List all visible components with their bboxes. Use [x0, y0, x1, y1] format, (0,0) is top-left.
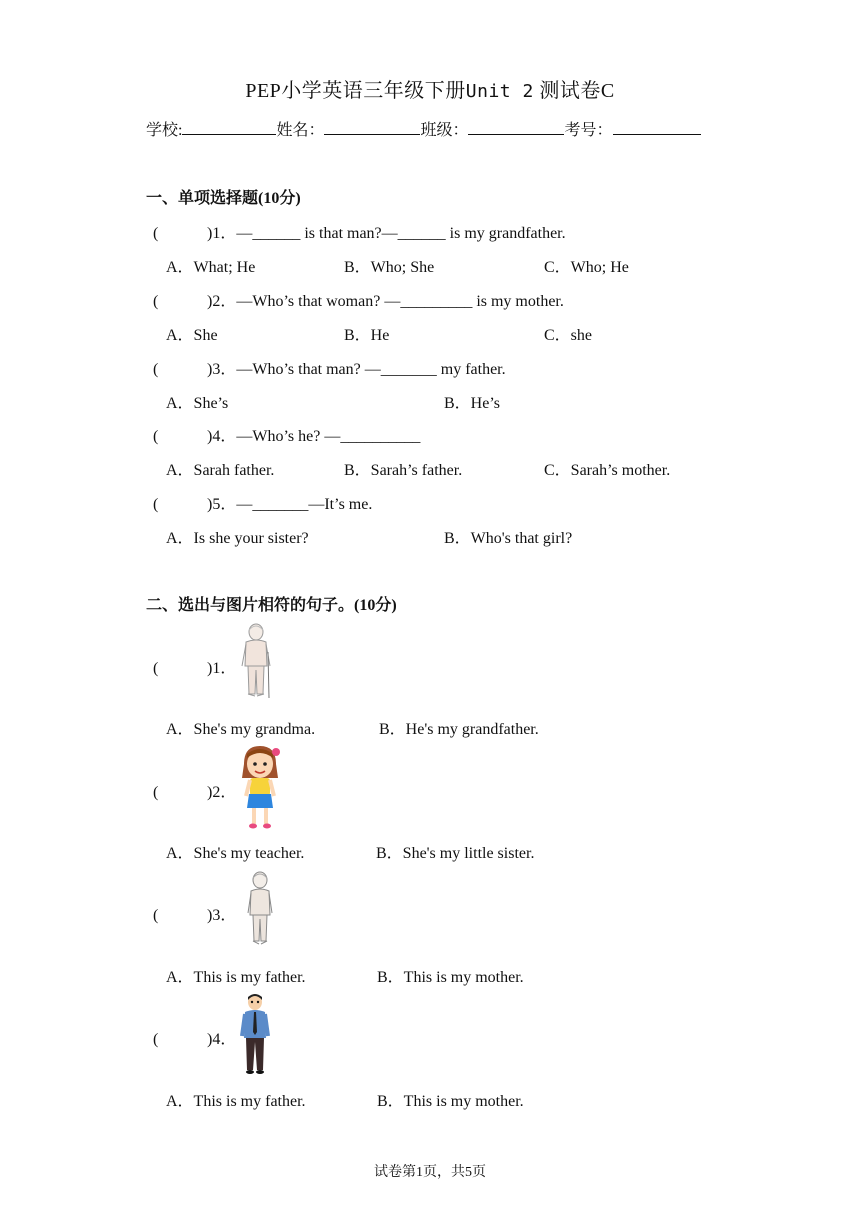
question-number: 1． [212, 660, 237, 677]
question-number: 3． [212, 361, 237, 378]
paren-open: ( [153, 361, 159, 378]
s2-q4-option-a: A．This is my father. [166, 1093, 306, 1110]
s2-question-3 [153, 902, 236, 925]
paren-open: ( [153, 907, 159, 924]
question-number: 3． [212, 907, 237, 924]
s1-q3-option-a: A．She’s [166, 395, 229, 412]
question-number: 4． [212, 1031, 237, 1048]
paren-close: ) [207, 496, 213, 513]
paren-open: ( [153, 428, 159, 445]
question-number: 2． [212, 293, 237, 310]
paren-open: ( [153, 293, 159, 310]
s1-q2-option-a: A．She [166, 327, 218, 344]
s1-q1-option-b: B．Who; She [344, 259, 435, 276]
paren-close: ) [207, 293, 213, 310]
s1-question-5 [153, 491, 372, 514]
s2-question-4 [153, 1026, 236, 1049]
s2-question-2 [153, 779, 236, 802]
name-label: 姓名： [276, 122, 325, 139]
question-text: —______ is that man?—______ is my grandfather. [236, 225, 566, 242]
class-label: 班级： [420, 122, 469, 139]
page-title [0, 74, 860, 103]
paren-open: ( [153, 660, 159, 677]
s2-q3-option-a: A．This is my father. [166, 969, 306, 986]
school-blank [182, 119, 276, 135]
title-prefix: PEP小学英语三年级下册 [245, 80, 466, 102]
old-man-figure [244, 869, 276, 949]
paren-open: ( [153, 1031, 159, 1048]
s1-q4-option-c: C．Sarah’s mother. [544, 462, 671, 479]
s1-q2-option-b: B．He [344, 327, 390, 344]
paren-close: ) [207, 225, 213, 242]
section1-heading: 一、单项选择题(10分) [146, 190, 301, 207]
grandfather-figure [238, 622, 274, 700]
girl-figure [236, 744, 284, 830]
s1-q5-option-a: A．Is she your sister? [166, 530, 309, 547]
student-info-line [146, 117, 701, 140]
section2-heading: 二、选出与图片相符的句子。(10分) [146, 597, 397, 614]
s1-q1-option-a: A．What; He [166, 259, 256, 276]
s1-q4-option-a: A．Sarah father. [166, 462, 275, 479]
question-text: —Who’s that woman? —_________ is my mother. [236, 293, 564, 310]
s2-question-1 [153, 655, 236, 678]
s2-q1-option-a: A．She's my grandma. [166, 721, 316, 738]
question-number: 1． [212, 225, 237, 242]
title-unit: Unit 2 [465, 81, 534, 102]
paren-open: ( [153, 784, 159, 801]
paren-close: ) [207, 1031, 213, 1048]
title-suffix: 测试卷C [539, 80, 615, 102]
question-number: 4． [212, 428, 237, 445]
s1-question-4 [153, 423, 420, 446]
question-text: —Who’s that man? —_______ my father. [236, 361, 506, 378]
s1-q4-option-b: B．Sarah’s father. [344, 462, 463, 479]
question-text: —_______—It’s me. [236, 496, 373, 513]
paren-open: ( [153, 496, 159, 513]
paren-close: ) [207, 907, 213, 924]
s2-q2-option-b: B．She's my little sister. [376, 845, 535, 862]
question-text: —Who’s he? —__________ [236, 428, 421, 445]
question-number: 2． [212, 784, 237, 801]
paren-open: ( [153, 225, 159, 242]
s1-q2-option-c: C．she [544, 327, 593, 344]
father-figure [240, 992, 270, 1076]
class-blank [468, 119, 564, 135]
paren-close: ) [207, 361, 213, 378]
s2-q3-option-b: B．This is my mother. [377, 969, 524, 986]
s1-q3-option-b: B．He’s [444, 395, 501, 412]
s2-q1-option-b: B．He's my grandfather. [379, 721, 539, 738]
s1-question-2 [153, 288, 564, 311]
exam-no-label: 考号： [564, 122, 613, 139]
paren-close: ) [207, 428, 213, 445]
s2-q4-option-b: B．This is my mother. [377, 1093, 524, 1110]
s1-q1-option-c: C．Who; He [544, 259, 629, 276]
paren-close: ) [207, 784, 213, 801]
question-number: 5． [212, 496, 237, 513]
s1-q5-option-b: B．Who's that girl? [444, 530, 573, 547]
school-label: 学校: [146, 122, 183, 139]
exam-no-blank [613, 119, 701, 135]
s1-question-3 [153, 356, 506, 379]
paren-close: ) [207, 660, 213, 677]
s2-q2-option-a: A．She's my teacher. [166, 845, 305, 862]
page-footer: 试卷第1页，共5页 [374, 1165, 486, 1180]
name-blank [324, 119, 420, 135]
s1-question-1 [153, 220, 566, 243]
